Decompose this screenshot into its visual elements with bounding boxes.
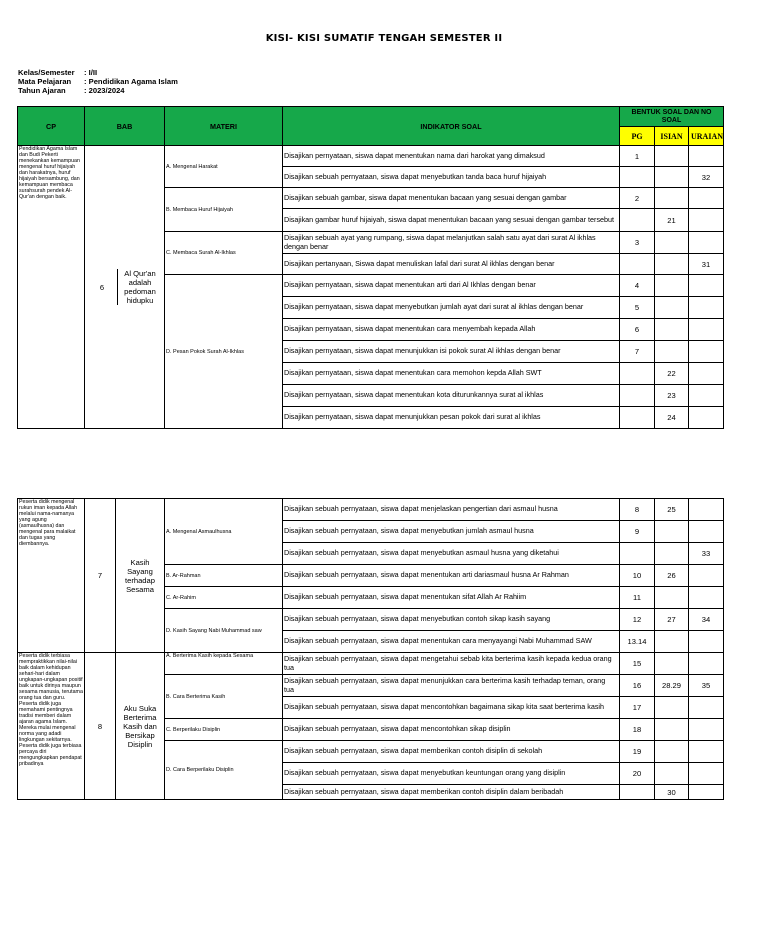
uraian-cell (689, 146, 724, 167)
pg-cell (620, 254, 655, 275)
cp-text: Pendidikan Agama Islam dan Budi Pekerti menekankan kemampuan mengenal huruf hijaiyah dan harakatnya, huruf hijaiyah bersambung, dan kemampuan membaca surahsurah pendek Al-Qur'an dengan baik. (18, 146, 85, 429)
indikator-cell: Disajikan sebuah pernyataan, siswa dapat menyebutkan contoh sikap kasih sayang (283, 609, 620, 631)
indikator-cell: Disajikan sebuah pernyataan, siswa dapat menyebutkan keuntungan orang yang disiplin (283, 763, 620, 785)
kisi-table-1 (17, 106, 724, 429)
cp-text: Peserta didik terbiasa mempraktikkan nilai-nilai baik dalam kehidupan sehari-hari dalam ungkapan-ungkapan positif baik untuk dirinya maupun sesama manusia, terutama orang tua dan guru. Peserta didik juga memahami pentingnya tradisi memberi dalam ajaran agama Islam. Mereka mulai mengenal norma yang adadi lingkungan sekitarnya. Peserta didik juga terbiasa percaya diri mengungkapkan pendapat pribadinya (18, 653, 85, 800)
pg-cell: 13.14 (620, 631, 655, 653)
isian-cell (655, 587, 689, 609)
isian-cell (655, 275, 689, 297)
materi-item: B. Membaca Huruf Hijaiyah (165, 188, 283, 232)
uraian-cell (689, 565, 724, 587)
uraian-cell (689, 631, 724, 653)
bab-title: Aku Suka Berterima Kasih dan Bersikap Disiplin (116, 653, 165, 800)
uraian-cell (689, 763, 724, 785)
indikator-cell: Disajikan pernyataan, siswa dapat menentukan cara memohon kepda Allah SWT (283, 363, 620, 385)
indikator-cell: Disajikan sebuah gambar, siswa dapat menentukan bacaan yang sesuai dengan gambar (283, 188, 620, 209)
uraian-cell (689, 587, 724, 609)
header-uraian: URAIAN (689, 127, 724, 146)
header-bentuk-soal: BENTUK SOAL DAN NO SOAL (620, 107, 724, 127)
pg-cell: 12 (620, 609, 655, 631)
uraian-cell (689, 385, 724, 407)
uraian-cell (689, 341, 724, 363)
uraian-cell (689, 275, 724, 297)
indikator-cell: Disajikan sebuah pernyataan, siswa dapat menentukan arti dariasmaul husna Ar Rahman (283, 565, 620, 587)
materi-item: D. Pesan Pokok Surah Al-Ikhlas (165, 275, 283, 429)
pg-cell (620, 543, 655, 565)
pg-cell: 11 (620, 587, 655, 609)
pg-cell: 3 (620, 232, 655, 254)
isian-cell (655, 697, 689, 719)
uraian-cell (689, 297, 724, 319)
pg-cell (620, 167, 655, 188)
uraian-cell (689, 741, 724, 763)
header-isian: ISIAN (655, 127, 689, 146)
indikator-cell: Disajikan sebuah pernyataan, siswa dapat memberikan contoh disiplin di sekolah (283, 741, 620, 763)
pg-cell (620, 785, 655, 800)
indikator-cell: Disajikan sebuah pernyataan, siswa dapat memberikan contoh disiplin dalam beribadah (283, 785, 620, 800)
materi-item: C. Berperilaku Disiplin (165, 719, 283, 741)
isian-cell (655, 631, 689, 653)
uraian-cell (689, 188, 724, 209)
pg-cell: 16 (620, 675, 655, 697)
bab-no: 8 (85, 653, 116, 800)
uraian-cell (689, 363, 724, 385)
uraian-cell: 32 (689, 167, 724, 188)
meta-row-class (18, 68, 178, 77)
isian-cell: 23 (655, 385, 689, 407)
indikator-cell: Disajikan sebuah pernyataan, siswa dapat mencontohkan bagaimana sikap kita saat berterima kasih (283, 697, 620, 719)
materi-item: B. Cara Berterima Kasih (165, 675, 283, 719)
uraian-cell (689, 785, 724, 800)
pg-cell: 17 (620, 697, 655, 719)
isian-cell (655, 297, 689, 319)
pg-cell: 7 (620, 341, 655, 363)
isian-cell (655, 319, 689, 341)
indikator-cell: Disajikan pernyataan, siswa dapat menentukan cara menyembah kepada Allah (283, 319, 620, 341)
pg-cell (620, 209, 655, 232)
pg-cell: 19 (620, 741, 655, 763)
header-indikator: INDIKATOR SOAL (283, 107, 620, 146)
indikator-cell: Disajikan gambar huruf hijaiyah, siswa dapat menentukan bacaan yang sesuai dengan gambar tersebut (283, 209, 620, 232)
bab-no: 6 (99, 282, 105, 292)
uraian-cell (689, 232, 724, 254)
isian-cell (655, 653, 689, 675)
indikator-cell: Disajikan sebuah pernyataan, siswa dapat menyebutkan tanda baca huruf hijaiyah (283, 167, 620, 188)
isian-cell (655, 521, 689, 543)
pg-cell (620, 407, 655, 429)
isian-cell: 30 (655, 785, 689, 800)
bab-title: Kasih Sayang terhadap Sesama (116, 499, 165, 653)
isian-cell (655, 763, 689, 785)
isian-cell (655, 188, 689, 209)
pg-cell: 5 (620, 297, 655, 319)
indikator-cell: Disajikan pernyataan, siswa dapat menunjukkan pesan pokok dari surat al ikhlas (283, 407, 620, 429)
isian-cell (655, 254, 689, 275)
meta-value: : 2023/2024 (84, 86, 125, 95)
uraian-cell (689, 697, 724, 719)
pg-cell: 10 (620, 565, 655, 587)
pg-cell: 8 (620, 499, 655, 521)
header-pg: PG (620, 127, 655, 146)
pg-cell: 1 (620, 146, 655, 167)
indikator-cell: Disajikan sebuah pernyataan, siswa dapat menyebutkan jumlah asmaul husna (283, 521, 620, 543)
indikator-cell: Disajikan sebuah pernyataan, siswa dapat mengetahui sebab kita berterima kasih kepada kedua orang tua (283, 653, 620, 675)
indikator-cell: Disajikan pernyataan, siswa dapat menunjukkan isi pokok surat Al ikhlas dengan benar (283, 341, 620, 363)
indikator-cell: Disajikan sebuah pernyataan, siswa dapat menjelaskan pengertian dari asmaul husna (283, 499, 620, 521)
pg-cell: 18 (620, 719, 655, 741)
uraian-cell (689, 653, 724, 675)
page-title: KISI- KISI SUMATIF TENGAH SEMESTER II (265, 33, 503, 44)
meta-label: Tahun Ajaran (18, 86, 66, 95)
indikator-cell: Disajikan pernyataan, siswa dapat menentukan nama dari harokat yang dimaksud (283, 146, 620, 167)
uraian-cell (689, 499, 724, 521)
indikator-cell: Disajikan sebuah ayat yang rumpang, siswa dapat melanjutkan salah satu ayat dari surat Al ikhlas dengan benar (283, 232, 620, 254)
isian-cell (655, 167, 689, 188)
document-meta (18, 68, 178, 95)
indikator-cell: Disajikan pernyataan, siswa dapat menentukan arti dari Al Ikhlas dengan benar (283, 275, 620, 297)
indikator-cell: Disajikan pernyataan, siswa dapat menyebutkan jumlah ayat dari surat al ikhlas dengan benar (283, 297, 620, 319)
isian-cell: 22 (655, 363, 689, 385)
isian-cell: 28.29 (655, 675, 689, 697)
isian-cell: 24 (655, 407, 689, 429)
isian-cell (655, 719, 689, 741)
bab-number (85, 146, 165, 429)
materi-item: C. Membaca Surah Al-Ikhlas (165, 232, 283, 275)
isian-cell: 26 (655, 565, 689, 587)
cp-text: Peserta didik mengenal rukun iman kepada Allah melalui nama-namanya yang agung (asmaulhusna) dan mengenal para malaikat dan tugas yang diembannya. (18, 499, 85, 653)
isian-cell: 21 (655, 209, 689, 232)
pg-cell: 9 (620, 521, 655, 543)
meta-value: : I/II (84, 68, 98, 77)
indikator-cell: Disajikan pernyataan, siswa dapat menentukan kota diturunkannya surat al ikhlas (283, 385, 620, 407)
kisi-table-2 (17, 498, 724, 800)
meta-label: Mata Pelajaran (18, 77, 72, 86)
indikator-cell: Disajikan pertanyaan, Siswa dapat menuliskan lafal dari surat Al ikhlas dengan benar (283, 254, 620, 275)
uraian-cell (689, 719, 724, 741)
indikator-cell: Disajikan sebuah pernyataan, siswa dapat menyebutkan asmaul husna yang diketahui (283, 543, 620, 565)
uraian-cell (689, 521, 724, 543)
header-bab: BAB (85, 107, 165, 146)
isian-cell (655, 741, 689, 763)
meta-row-subject (18, 77, 178, 86)
isian-cell: 25 (655, 499, 689, 521)
isian-cell (655, 341, 689, 363)
pg-cell: 15 (620, 653, 655, 675)
indikator-cell: Disajikan sebuah pernyataan, siswa dapat menentukan sifat Allah Ar Rahiim (283, 587, 620, 609)
isian-cell (655, 543, 689, 565)
indikator-cell: Disajikan sebuah pernyataan, siswa dapat menunjukkan cara berterima kasih terhadap teman, orang tua (283, 675, 620, 697)
materi-item: A. Mengenal Asmaulhusna (165, 499, 283, 565)
indikator-cell: Disajikan sebuah pernyataan, siswa dapat mencontohkan sikap disiplin (283, 719, 620, 741)
uraian-cell (689, 209, 724, 232)
meta-label: Kelas/Semester (18, 68, 75, 77)
materi-item: D. Cara Berperilaku Disiplin (165, 741, 283, 800)
meta-value: : Pendidikan Agama Islam (84, 77, 178, 86)
materi-item: C. Ar-Rahim (165, 587, 283, 609)
indikator-cell: Disajikan sebuah pernyataan, siswa dapat menentukan cara menyayangi Nabi Muhammad SAW (283, 631, 620, 653)
uraian-cell: 35 (689, 675, 724, 697)
isian-cell (655, 232, 689, 254)
materi-item: A. Berterima Kasih kepada Sesama (165, 653, 283, 675)
materi-item: D. Kasih Sayang Nabi Muhammad saw (165, 609, 283, 653)
materi-item: B. Ar-Rahman (165, 565, 283, 587)
uraian-cell: 34 (689, 609, 724, 631)
bab-title: Al Qur'an adalah pedoman hidupku (124, 269, 156, 305)
uraian-cell: 33 (689, 543, 724, 565)
materi-item: A. Mengenal Harakat (165, 146, 283, 188)
isian-cell (655, 146, 689, 167)
pg-cell (620, 363, 655, 385)
meta-row-year (18, 86, 178, 95)
isian-cell: 27 (655, 609, 689, 631)
pg-cell: 4 (620, 275, 655, 297)
pg-cell: 2 (620, 188, 655, 209)
pg-cell: 20 (620, 763, 655, 785)
uraian-cell (689, 407, 724, 429)
header-cp: CP (18, 107, 85, 146)
bab-no: 7 (85, 499, 116, 653)
pg-cell (620, 385, 655, 407)
pg-cell: 6 (620, 319, 655, 341)
header-materi: MATERI (165, 107, 283, 146)
uraian-cell: 31 (689, 254, 724, 275)
uraian-cell (689, 319, 724, 341)
